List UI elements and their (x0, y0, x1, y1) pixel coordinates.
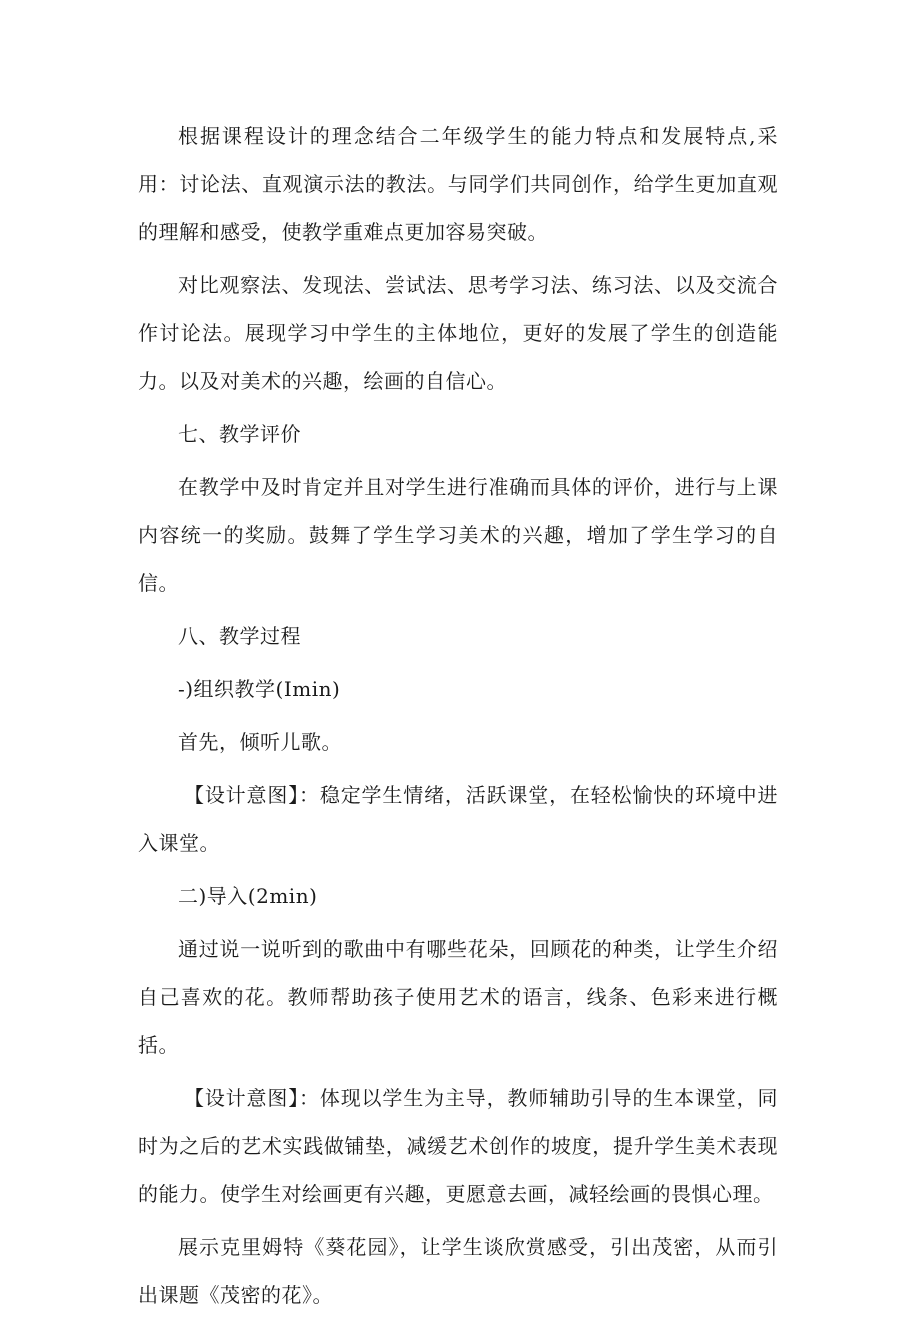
section-heading-evaluation: 七、教学评价 (178, 422, 301, 446)
paragraph-learning-methods: 对比观察法、发现法、尝试法、思考学习法、练习法、以及交流合作讨论法。展现学习中学生的主体地位，更好的发展了学生的创造能力。以及对美术的兴趣，绘画的自信心。 (138, 273, 778, 393)
paragraph-introduction: 通过说一说听到的歌曲中有哪些花朵，回顾花的种类，让学生介绍自己喜欢的花。教师帮助孩子使用艺术的语言，线条、色彩来进行概括。 (138, 937, 778, 1057)
paragraph-evaluation: 在教学中及时肯定并且对学生进行准确而具体的评价，进行与上课内容统一的奖励。鼓舞了学生学习美术的兴趣，增加了学生学习的自信。 (138, 475, 778, 595)
subheading-introduction: 二)导入(2min) (178, 884, 318, 908)
paragraph-design-intent-1: 【设计意图】：稳定学生情绪，活跃课堂，在轻松愉快的环境中进入课堂。 (138, 783, 778, 855)
document-body (138, 112, 778, 1324)
paragraph-listen-song: 首先，倾听儿歌。 (178, 730, 342, 754)
paragraph-design-intent-2: 【设计意图】：体现以学生为主导，教师辅助引导的生本课堂，同时为之后的艺术实践做铺垫，减缓艺术创作的坡度，提升学生美术表现的能力。使学生对绘画更有兴趣，更愿意去画，减轻绘画的畏惧心理。 (138, 1086, 778, 1206)
section-heading-process: 八、教学过程 (178, 624, 301, 648)
paragraph-klimt: 展示克里姆特《葵花园》，让学生谈欣赏感受，引出茂密，从而引出课题《茂密的花》。 (138, 1235, 778, 1307)
paragraph-teaching-methods: 根据课程设计的理念结合二年级学生的能力特点和发展特点,采用：讨论法、直观演示法的教法。与同学们共同创作，给学生更加直观的理解和感受，使教学重难点更加容易突破。 (138, 124, 778, 244)
subheading-organize: -)组织教学(Imin) (178, 677, 341, 701)
